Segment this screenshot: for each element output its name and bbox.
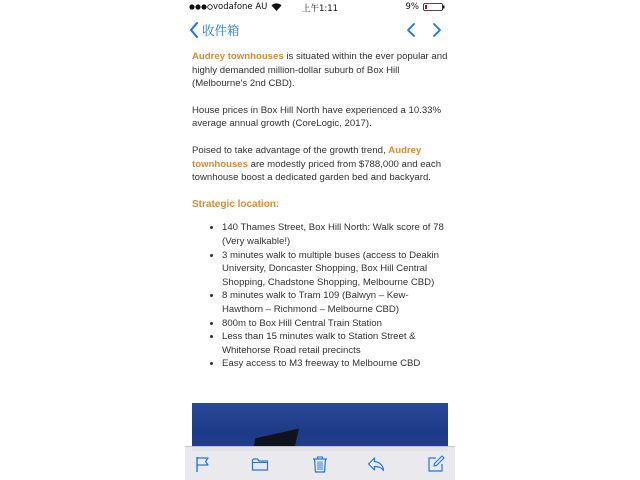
pricing-text-before: Poised to take advantage of the growth trend, bbox=[192, 144, 389, 156]
reply-button[interactable] bbox=[367, 455, 385, 473]
highlight-audrey-townhouses: Audrey townhouses bbox=[192, 51, 284, 62]
chevron-left-icon bbox=[189, 22, 199, 38]
section-heading: Strategic location: bbox=[192, 198, 280, 210]
pricing-paragraph bbox=[192, 144, 448, 185]
highlight-audrey-townhouses: Audrey townhouses bbox=[192, 144, 422, 170]
bottom-toolbar bbox=[185, 446, 455, 480]
list-item: • 8 minutes walk to Tram 109 (Balwyn – Kew-Hawthorn – Richmond – Melbourne CBD) bbox=[222, 289, 448, 316]
list-item: • Less than 15 minutes walk to Station Street & Whitehorse Road retail precincts bbox=[222, 330, 448, 357]
status-bar bbox=[185, 0, 455, 14]
battery-icon bbox=[423, 3, 445, 11]
trash-icon bbox=[311, 455, 329, 473]
list-item: • 140 Thames Street, Box Hill North: Walk score of 78 (Very walkable!) bbox=[222, 221, 448, 248]
back-to-inbox-button[interactable] bbox=[189, 20, 240, 40]
previous-message-chevron-icon[interactable] bbox=[403, 22, 419, 38]
next-message-chevron-icon[interactable] bbox=[429, 22, 445, 38]
growth-paragraph: House prices in Box Hill North have experienced a 10.33% average annual growth (CoreLogic, 2017). bbox=[192, 104, 442, 130]
location-bullet-list bbox=[192, 221, 448, 371]
list-item: • Easy access to M3 freeway to Melbourne CBD bbox=[222, 357, 448, 371]
intro-text: is situated within the ever popular and highly demanded million-dollar suburb of Box Hill (Melbourne's 2nd CBD). bbox=[192, 51, 448, 90]
list-item: • 800m to Box Hill Central Train Station bbox=[222, 317, 448, 331]
delete-button[interactable] bbox=[311, 455, 329, 473]
move-to-folder-button[interactable] bbox=[251, 455, 269, 473]
pricing-text-after: are modestly priced from $788,000 and each townhouse boost a dedicated garden bed and backyard. bbox=[192, 158, 442, 184]
navigation-bar bbox=[185, 14, 455, 46]
carrier-name: vodafone AU bbox=[213, 2, 268, 12]
email-body bbox=[192, 50, 448, 371]
flag-icon bbox=[194, 455, 212, 473]
battery-percentage: 9% bbox=[405, 2, 419, 12]
reply-icon bbox=[367, 455, 385, 473]
mail-app-screen bbox=[185, 0, 455, 480]
compose-icon bbox=[427, 455, 445, 473]
compose-button[interactable] bbox=[427, 455, 445, 473]
status-time: 上午1:11 bbox=[301, 4, 339, 14]
back-button-label: 收件箱 bbox=[202, 23, 240, 38]
intro-paragraph bbox=[192, 50, 448, 91]
folder-icon bbox=[251, 455, 269, 473]
email-image bbox=[192, 403, 448, 451]
flag-button[interactable] bbox=[194, 455, 212, 473]
list-item: • 3 minutes walk to multiple buses (access to Deakin University, Doncaster Shopping, Box Hill Central Shopping, Chadstone Shopping, Melbourne CBD) bbox=[222, 249, 448, 290]
